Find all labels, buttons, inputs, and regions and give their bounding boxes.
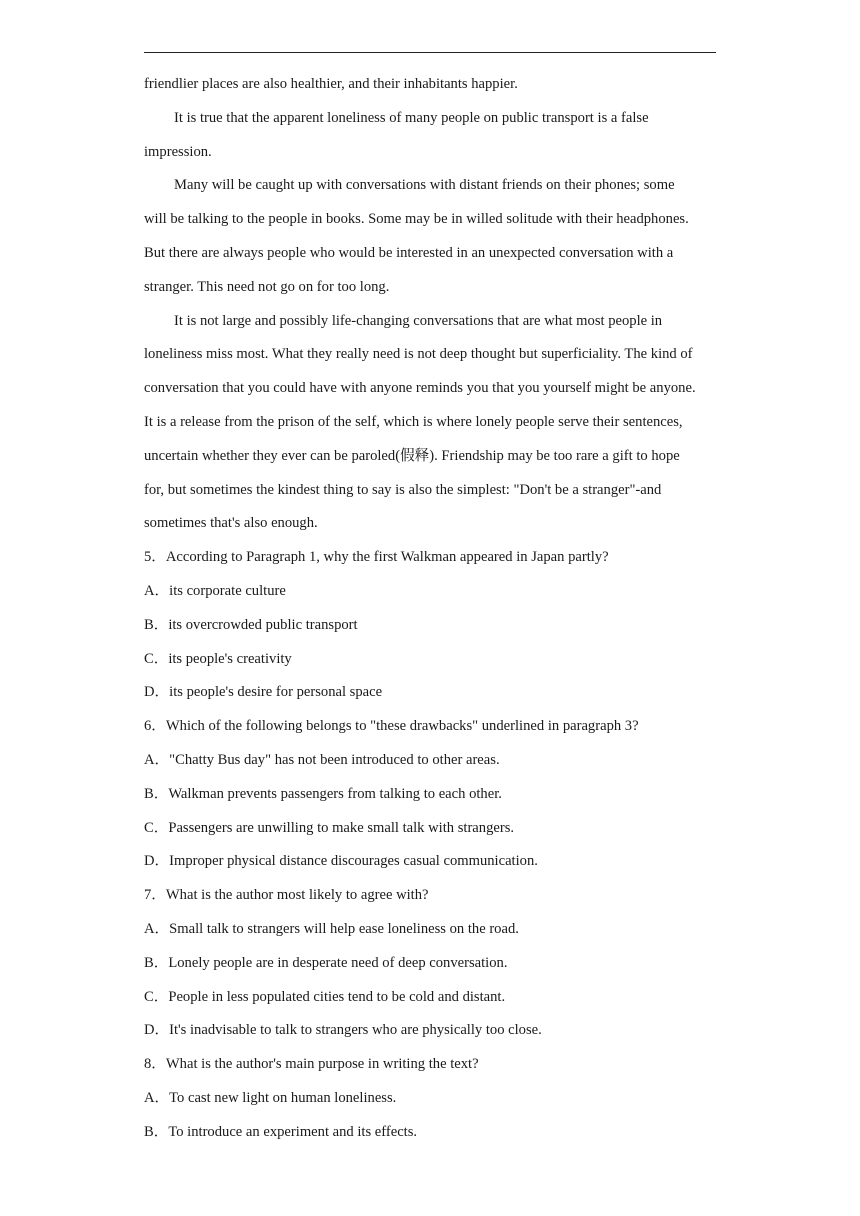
passage-line: stranger. This need not go on for too long.: [144, 278, 390, 295]
answer-option: C．Passengers are unwilling to make small talk with strangers.: [144, 819, 515, 836]
header-rule: [144, 52, 716, 53]
question-stem: 5．According to Paragraph 1, why the first Walkman appeared in Japan partly?: [144, 549, 609, 566]
passage-line: impression.: [144, 143, 212, 160]
passage-line: friendlier places are also healthier, and their inhabitants happier.: [144, 76, 518, 92]
passage-paragraph: [144, 102, 724, 170]
passage-line: But there are always people who would be interested in an unexpected conversation with a: [144, 244, 674, 261]
passage-line: It is a release from the prison of the self, which is where lonely people serve their sentences,: [144, 413, 683, 430]
answer-option: B．Lonely people are in desperate need of deep conversation.: [144, 954, 508, 971]
answer-option: D．It's inadvisable to talk to strangers who are physically too close.: [144, 1022, 542, 1039]
question-stem: 8．What is the author's main purpose in writing the text?: [144, 1056, 479, 1073]
question-stem: 7．What is the author most likely to agree with?: [144, 887, 429, 904]
question-7: [144, 879, 724, 1048]
answer-option: D．its people's desire for personal space: [144, 684, 383, 701]
answer-option: B．its overcrowded public transport: [144, 616, 358, 633]
passage-line: conversation that you could have with anyone reminds you that you yourself might be anyone.: [144, 380, 696, 397]
passage-paragraph: [144, 169, 724, 304]
question-5: [144, 541, 724, 710]
question-8: [144, 1048, 724, 1149]
passage-line: It is true that the apparent loneliness of many people on public transport is a false: [174, 109, 649, 126]
answer-option: A．"Chatty Bus day" has not been introduced to other areas.: [144, 751, 500, 768]
passage-line: will be talking to the people in books. Some may be in willed solitude with their headphones.: [144, 211, 689, 228]
passage-line: uncertain whether they ever can be paroled(假释). Friendship may be too rare a gift to hope: [144, 447, 680, 464]
answer-option: C．its people's creativity: [144, 650, 292, 667]
answer-option: B．Walkman prevents passengers from talking to each other.: [144, 785, 502, 802]
answer-option: A．Small talk to strangers will help ease loneliness on the road.: [144, 920, 519, 937]
document-body: [144, 68, 724, 1150]
passage-line: It is not large and possibly life-changing conversations that are what most people in: [174, 312, 663, 329]
passage-line: for, but sometimes the kindest thing to say is also the simplest: "Don't be a stranger"-and: [144, 481, 662, 498]
question-stem: 6．Which of the following belongs to "these drawbacks" underlined in paragraph 3?: [144, 718, 639, 735]
answer-option: D．Improper physical distance discourages casual communication.: [144, 853, 538, 870]
answer-option: A．To cast new light on human loneliness.: [144, 1089, 397, 1106]
answer-option: A．its corporate culture: [144, 582, 286, 599]
passage-line: Many will be caught up with conversations with distant friends on their phones; some: [174, 177, 675, 194]
question-6: [144, 710, 724, 879]
passage-paragraph: [144, 305, 724, 542]
passage-line: sometimes that's also enough.: [144, 515, 318, 532]
answer-option: B．To introduce an experiment and its effects.: [144, 1123, 418, 1140]
answer-option: C．People in less populated cities tend to be cold and distant.: [144, 988, 506, 1005]
passage-line: loneliness miss most. What they really need is not deep thought but superficiality. The kind of: [144, 346, 693, 363]
